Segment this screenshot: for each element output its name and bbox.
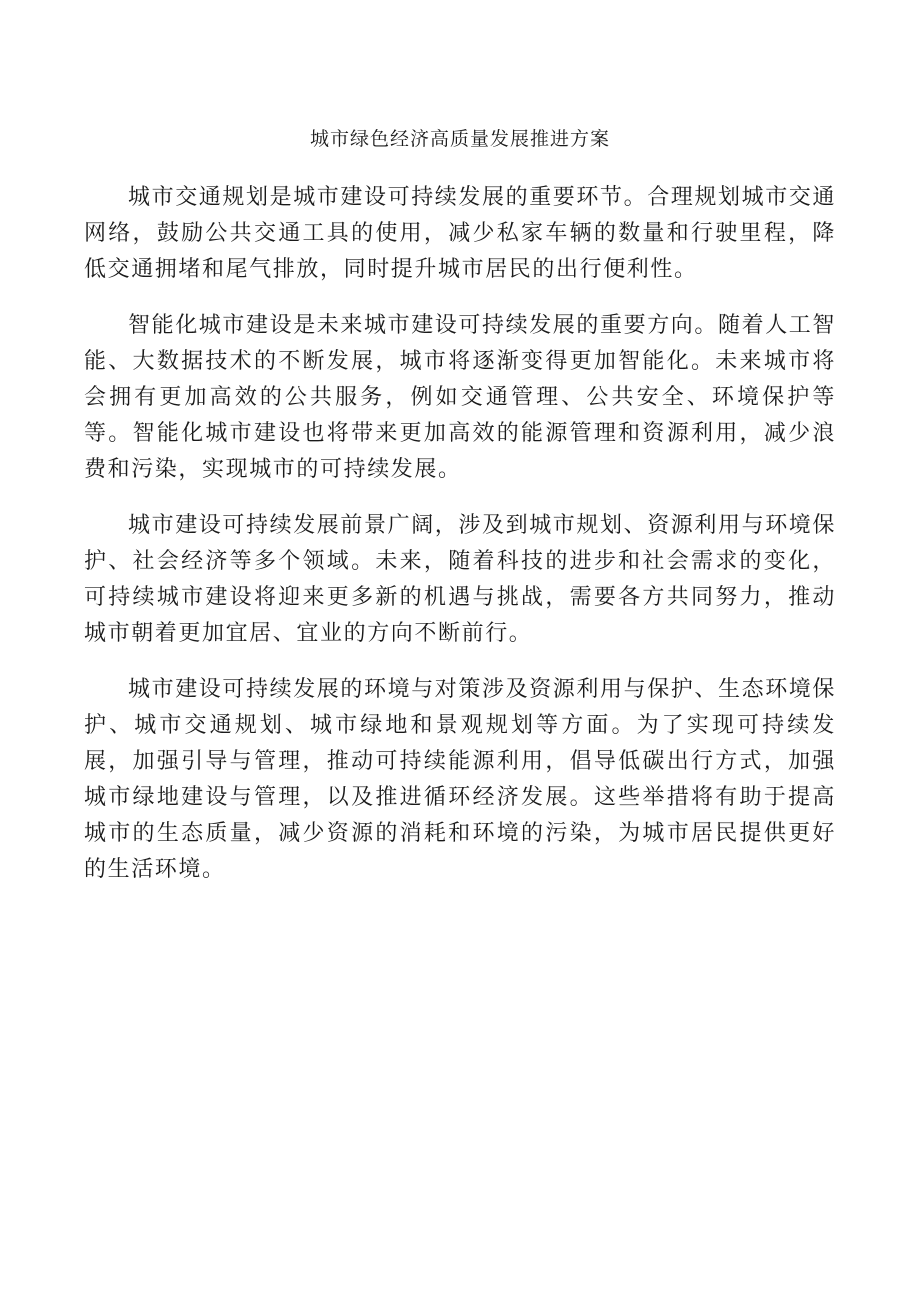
- paragraph-environment-measures: 城市建设可持续发展的环境与对策涉及资源利用与保护、生态环境保护、城市交通规划、城市绿地和景观规划等方面。为了实现可持续发展，加强引导与管理，推动可持续能源利用，倡导低碳出行方式，加强城市绿地建设与管理，以及推进循环经济发展。这些举措将有助于提高城市的生态质量，减少资源的消耗和环境的污染，为城市居民提供更好的生活环境。: [84, 677, 837, 882]
- document-body: [84, 180, 836, 908]
- paragraph-smart-city: 智能化城市建设是未来城市建设可持续发展的重要方向。随着人工智能、大数据技术的不断发展，城市将逐渐变得更加智能化。未来城市将会拥有更加高效的公共服务，例如交通管理、公共安全、环境保护等等。智能化城市建设也将带来更加高效的能源管理和资源利用，减少浪费和污染，实现城市的可持续发展。: [84, 313, 837, 482]
- paragraph-urban-transport: 城市交通规划是城市建设可持续发展的重要环节。合理规划城市交通网络，鼓励公共交通工具的使用，减少私家车辆的数量和行驶里程，降低交通拥堵和尾气排放，同时提升城市居民的出行便利性。: [84, 185, 837, 282]
- paragraph-outlook: 城市建设可持续发展前景广阔，涉及到城市规划、资源利用与环境保护、社会经济等多个领域。未来，随着科技的进步和社会需求的变化，可持续城市建设将迎来更多新的机遇与挑战，需要各方共同努力，推动城市朝着更加宜居、宜业的方向不断前行。: [84, 513, 837, 646]
- document-title: 城市绿色经济高质量发展推进方案: [309, 128, 610, 150]
